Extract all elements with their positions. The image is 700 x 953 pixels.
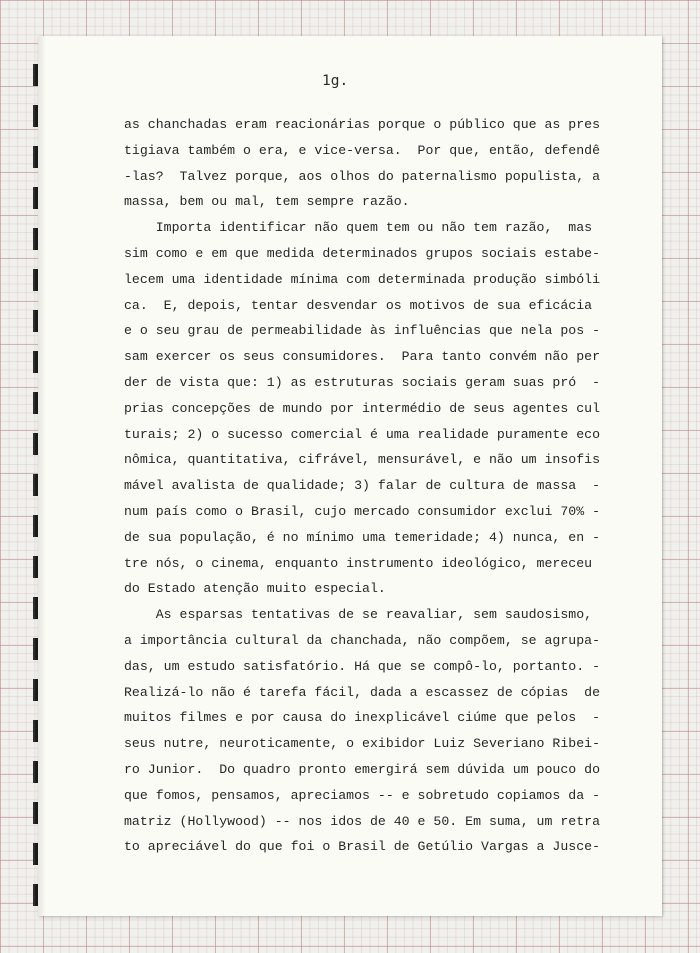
- text-line: to apreciável do que foi o Brasil de Getúlio Vargas a Jusce-: [124, 839, 601, 855]
- body-text: [124, 112, 620, 860]
- text-line: as chanchadas eram reacionárias porque o público que as pres: [124, 117, 601, 132]
- text-line: sam exercer os seus consumidores. Para tanto convém não per: [124, 349, 601, 365]
- text-line: matriz (Hollywood) -- nos idos de 40 e 50. Em suma, um retra: [124, 813, 601, 829]
- text-line: As esparsas tentativas de se reavaliar, sem saudosismo,: [124, 607, 593, 623]
- text-line: Importa identificar não quem tem ou não tem razão, mas: [124, 220, 593, 236]
- text-line: tigiava também o era, e vice-versa. Por que, então, defendê: [124, 142, 601, 158]
- text-line: muitos filmes e por causa do inexplicável ciúme que pelos -: [124, 710, 601, 726]
- page-number: 1g.: [322, 73, 349, 89]
- text-line: que fomos, pensamos, apreciamos -- e sobretudo copiamos da -: [124, 787, 601, 803]
- text-line: ro Junior. Do quadro pronto emergirá sem dúvida um pouco do: [124, 761, 601, 777]
- text-line: sim como e em que medida determinados grupos sociais estabe-: [124, 245, 601, 261]
- text-line: das, um estudo satisfatório. Há que se compô-lo, portanto. -: [124, 658, 601, 674]
- text-line: num país como o Brasil, cujo mercado consumidor exclui 70% -: [124, 503, 601, 519]
- text-line: prias concepções de mundo por intermédio de seus agentes cul: [124, 400, 601, 416]
- text-line: do Estado atenção muito especial.: [124, 581, 386, 597]
- text-line: lecem uma identidade mínima com determinada produção simbóli: [124, 271, 601, 287]
- text-line: a importância cultural da chanchada, não compõem, se agrupa-: [124, 632, 601, 648]
- text-line: turais; 2) o sucesso comercial é uma realidade puramente eco: [124, 426, 601, 442]
- text-line: ca. E, depois, tentar desvendar os motivos de sua eficácia: [124, 297, 593, 313]
- text-line: e o seu grau de permeabilidade às influências que nela pos -: [124, 323, 601, 339]
- text-line: mável avalista de qualidade; 3) falar de cultura de massa -: [124, 478, 601, 494]
- text-line: nômica, quantitativa, cifrável, mensurável, e não um insofis: [124, 452, 601, 468]
- text-line: -las? Talvez porque, aos olhos do paternalismo populista, a: [124, 168, 601, 184]
- text-line: de sua população, é no mínimo uma temeridade; 4) nunca, en -: [124, 529, 601, 545]
- text-line: tre nós, o cinema, enquanto instrumento ideológico, mereceu: [124, 555, 593, 571]
- text-line: der de vista que: 1) as estruturas sociais geram suas pró -: [124, 374, 601, 390]
- text-line: Realizá-lo não é tarefa fácil, dada a escassez de cópias de: [124, 684, 601, 700]
- text-line: seus nutre, neuroticamente, o exibidor Luiz Severiano Ribei-: [124, 736, 601, 752]
- text-line: massa, bem ou mal, tem sempre razão.: [124, 194, 410, 210]
